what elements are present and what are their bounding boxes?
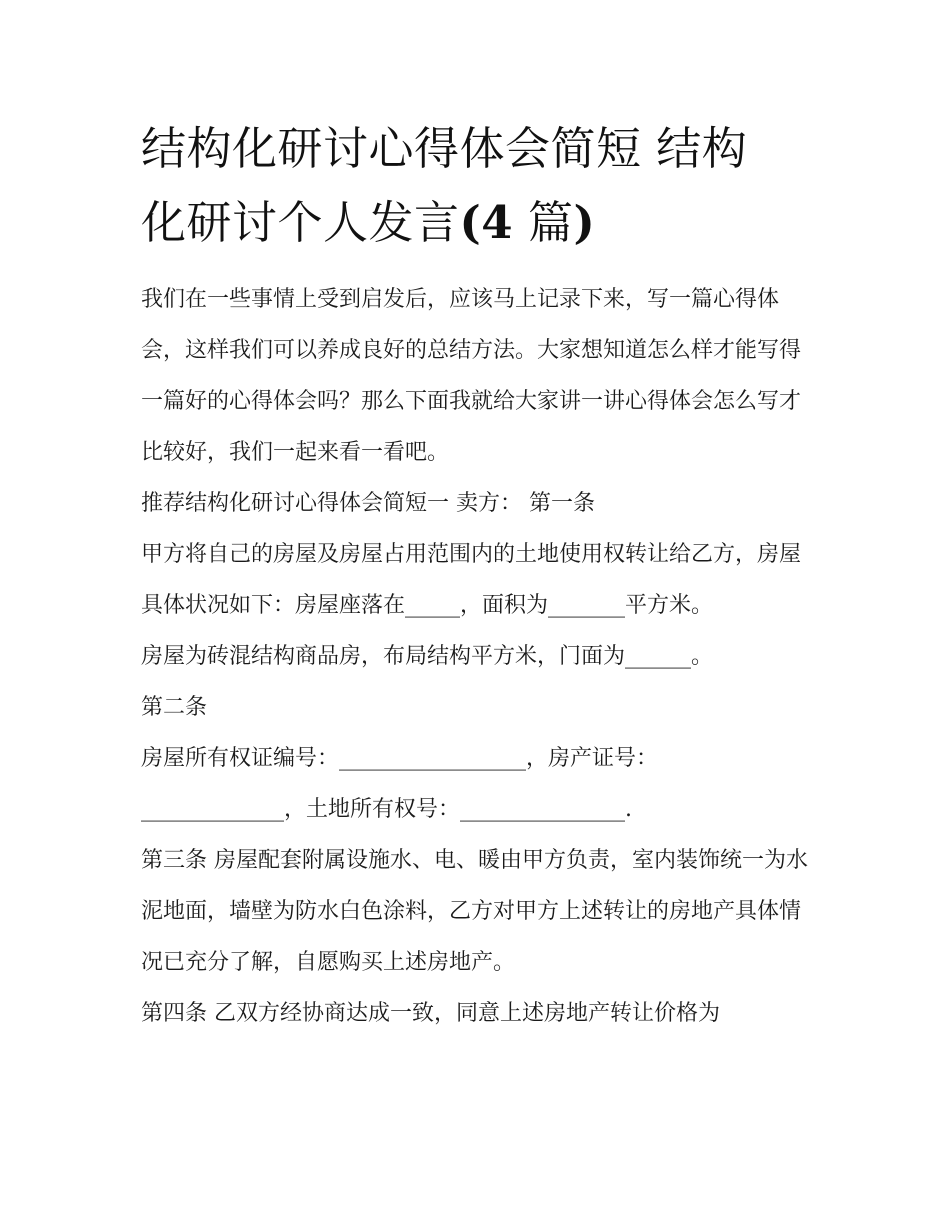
- clause-3-paragraph: 第三条 房屋配套附属设施水、电、暖由甲方负责，室内装饰统一为水泥地面，墙壁为防水白色涂料，乙方对甲方上述转让的房地产具体情况已充分了解，自愿购买上述房地产。: [141, 848, 808, 975]
- clause-4-paragraph: 第四条 乙双方经协商达成一致，同意上述房地产转让价格为: [141, 1001, 720, 1026]
- document-body: [141, 274, 813, 1039]
- intro-paragraph: 我们在一些事情上受到启发后，应该马上记录下来，写一篇心得体会，这样我们可以养成良好的总结方法。大家想知道怎么样才能写得一篇好的心得体会吗？那么下面我就给大家讲一讲心得体会怎么写才比较好，我们一起来看一看吧。: [141, 287, 802, 465]
- recommend-heading: 推荐结构化研讨心得体会简短一 卖方： 第一条: [141, 491, 595, 516]
- certificate-paragraph: 房屋所有权证编号：_________________，房产证号：_____________，土地所有权号：_______________.: [141, 746, 659, 822]
- document-title: [141, 112, 813, 260]
- clause-1-paragraph: 甲方将自己的房屋及房屋占用范围内的土地使用权转让给乙方，房屋具体状况如下：房屋座落在_____，面积为_______平方米。: [141, 542, 802, 618]
- title-line-2-close: ): [573, 196, 596, 249]
- title-line-1: 结构化研讨心得体会简短 结构: [141, 122, 748, 175]
- title-line-2-prefix: 化研讨个人发言: [141, 196, 460, 249]
- clause-2-heading: 第二条: [141, 695, 208, 720]
- structure-paragraph: 房屋为砖混结构商品房，布局结构平方米，门面为______。: [141, 644, 714, 669]
- document-content: [141, 112, 813, 1039]
- title-line-2-suffix: 篇: [527, 196, 574, 249]
- title-line-2-number: (4: [459, 196, 514, 249]
